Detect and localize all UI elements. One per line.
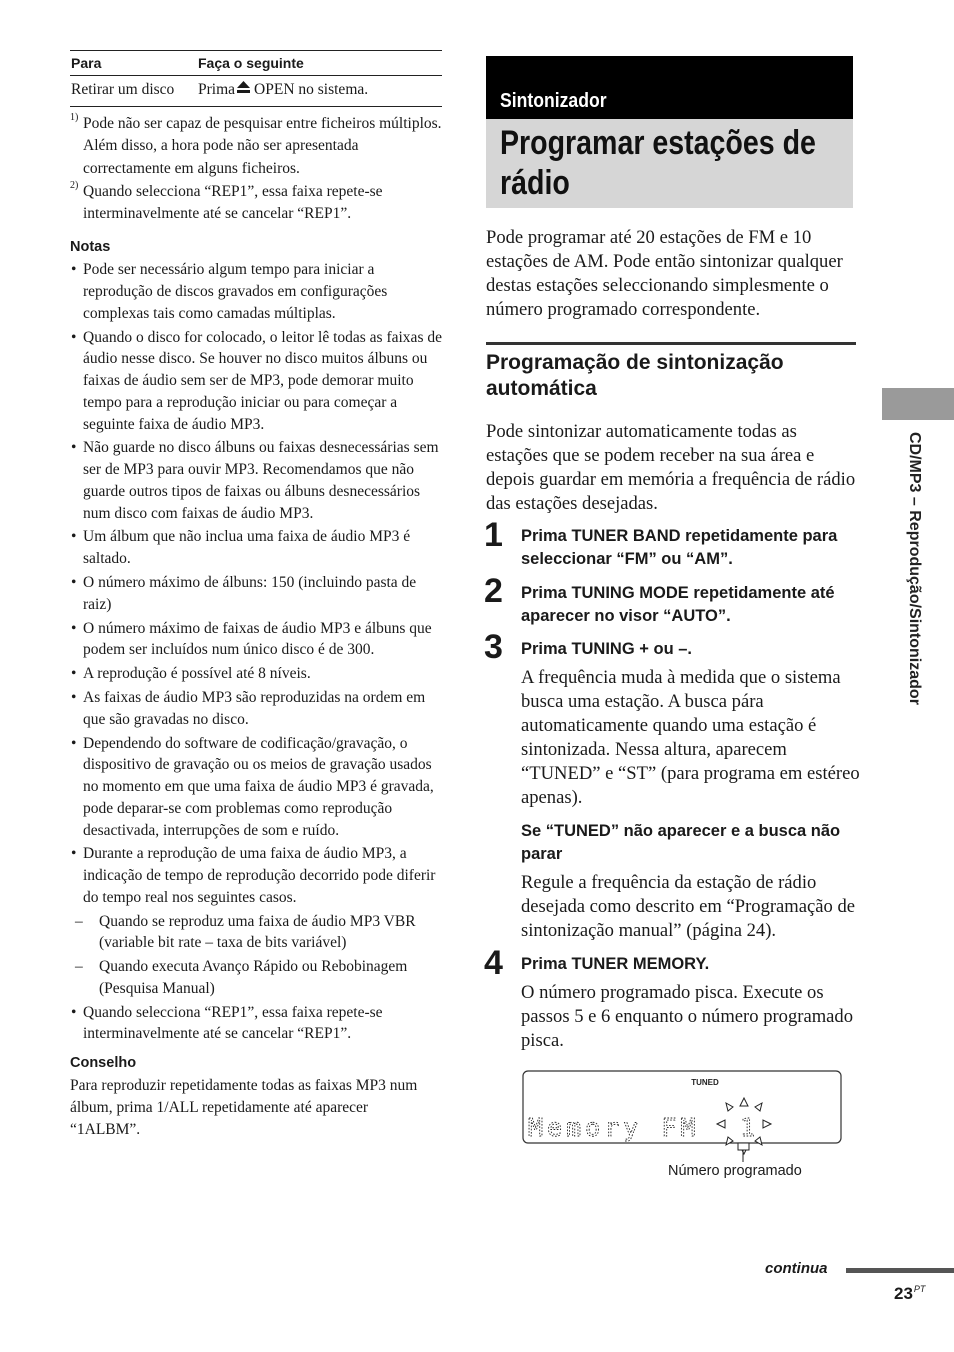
tip-text: Para reproduzir repetidamente todas as faixas MP3 num álbum, prima 1/ALL repetidamente até aparecer “1ALBM”.	[70, 1076, 418, 1138]
side-tab-marker	[882, 388, 954, 420]
list-item: • Quando o disco for colocado, o leitor lê todas as faixas de áudio nesse disco. Se houver no disco muitos álbuns ou faixas de áudio sem ser de MP3, pode demorar muito tempo para a reprodução iniciar ou para começar a seguinte faixa de áudio MP3.	[70, 327, 442, 436]
section-band	[486, 56, 853, 119]
step-2-heading: Prima TUNING MODE repetidamente até aparecer no visor “AUTO”.	[521, 584, 835, 625]
list-item: • A reprodução é possível até 8 níveis.	[70, 663, 442, 685]
figure-caption: Número programado	[668, 1163, 802, 1179]
page-number-value: 23	[894, 1284, 913, 1303]
display-preset-number: 1	[740, 1113, 756, 1142]
table-cell-action	[197, 76, 442, 107]
footnote-2	[70, 181, 442, 226]
list-item: • Quando selecciona “REP1”, essa faixa repete-se interminavelmente até se cancelar “REP1”.	[70, 1002, 442, 1045]
intro-paragraph: Pode programar até 20 estações de FM e 10 estações de AM. Pode então sintonizar qualquer destas estações seleccionando simplesmente o número programado correspondente.	[486, 227, 843, 320]
footnote-mark: 2)	[70, 179, 79, 191]
step-3-body: A frequência muda à medida que o sistema busca uma estação. A busca pára automaticamente quando uma estação é sintonizada. Nessa altura, aparecem “TUNED” e “ST” (para programa em estéreo apenas).	[521, 667, 860, 808]
list-item: • O número máximo de álbuns: 150 (incluindo pasta de raiz)	[70, 572, 442, 615]
table-row	[70, 76, 442, 107]
table-header-para: Para	[70, 51, 197, 76]
step-3-number: 3	[484, 628, 503, 666]
page-title: Programar estações de rádio	[500, 124, 816, 202]
page-number	[894, 1284, 925, 1304]
footnote-text: Pode não ser capaz de pesquisar entre ficheiros múltiplos. Além disso, a hora pode não ser apresentada correctamente em alguns ficheiros.	[83, 115, 442, 177]
side-tab-label: CD/MP3 – Reprodução/Sintonizador	[906, 432, 923, 705]
list-item: • Pode ser necessário algum tempo para iniciar a reprodução de discos gravados em configurações complexas tais como camadas múltiplas.	[70, 259, 442, 324]
continue-bar	[846, 1268, 954, 1273]
table-header-action: Faça o seguinte	[197, 51, 442, 76]
display-text: Memory FM	[528, 1113, 700, 1142]
subsection-intro: Pode sintonizar automaticamente todas as estações que se podem receber na sua área e depois guardar em memória a frequência de rádio das estações desejadas.	[486, 421, 856, 514]
table-cell-para: Retirar um disco	[70, 76, 197, 107]
footnote-text: Quando selecciona “REP1”, essa faixa repete-se interminavelmente até se cancelar “REP1”.	[83, 182, 383, 223]
action-suffix: OPEN no sistema.	[254, 81, 369, 98]
left-column	[70, 50, 442, 1141]
notes-list	[70, 259, 442, 1044]
page-language-code: PT	[913, 1284, 926, 1295]
step-2-number: 2	[484, 572, 503, 610]
step-1-heading: Prima TUNER BAND repetidamente para seleccionar “FM” ou “AM”.	[521, 527, 838, 568]
list-item: • As faixas de áudio MP3 são reproduzidas na ordem em que são gravadas no disco.	[70, 687, 442, 730]
step-4-number: 4	[484, 944, 503, 982]
note-body: Regule a frequência da estação de rádio desejada como descrito em “Programação de sintonização manual” (página 24).	[521, 872, 856, 941]
subheading-rule	[486, 342, 856, 345]
sub-list-item: – Quando executa Avanço Rápido ou Rebobinagem (Pesquisa Manual)	[70, 956, 442, 999]
list-item: • Um álbum que não inclua uma faixa de áudio MP3 é saltado.	[70, 526, 442, 569]
action-table	[70, 50, 442, 107]
subheading: Programação de sintonização automática	[486, 351, 784, 400]
step-1-number: 1	[484, 516, 503, 554]
display-illustration	[522, 1070, 842, 1144]
list-item: • Não guarde no disco álbuns ou faixas desnecessárias sem ser de MP3 para ouvir MP3. Recomendamos que não guarde outros tipos de faixas ou álbuns desnecessários num disco com faixas de áudio MP3.	[70, 437, 442, 524]
footnote-mark: 1)	[70, 112, 79, 123]
note-heading: Se “TUNED” não aparecer e a busca não parar	[521, 822, 841, 863]
action-prefix: Prima	[198, 81, 236, 98]
list-item: • O número máximo de faixas de áudio MP3 e álbuns que podem ser incluídos num único disco é de 300.	[70, 618, 442, 661]
step-4-body: O número programado pisca. Execute os passos 5 e 6 enquanto o número programado pisca.	[521, 982, 854, 1051]
step-4-heading: Prima TUNER MEMORY.	[521, 955, 710, 973]
list-item-with-subitems	[70, 843, 442, 999]
title-box	[486, 119, 853, 208]
continue-label: continua	[765, 1260, 828, 1277]
sub-list-item: – Quando se reproduz uma faixa de áudio MP3 VBR (variable bit rate – taxa de bits variável)	[70, 911, 442, 954]
step-3-heading: Prima TUNING + ou –.	[521, 640, 692, 658]
list-item: • Dependendo do software de codificação/gravação, o dispositivo de gravação ou os meios de gravação usados no momento em que uma faixa de áudio MP3 é gravada, pode deparar-se com problemas como reprodução desactivada, interrupções de som e ruído.	[70, 733, 442, 842]
section-label: Sintonizador	[500, 90, 607, 112]
list-item-text: Durante a reprodução de uma faixa de áudio MP3, a indicação de tempo de reprodução decorrido pode diferir do tempo real nos seguintes casos.	[83, 845, 436, 906]
footnote-1	[70, 113, 442, 180]
display-indicator-tuned: TUNED	[691, 1078, 719, 1087]
tip-heading: Conselho	[70, 1054, 137, 1071]
eject-icon	[237, 80, 250, 98]
sub-list	[70, 911, 442, 1000]
notes-heading: Notas	[70, 239, 111, 256]
